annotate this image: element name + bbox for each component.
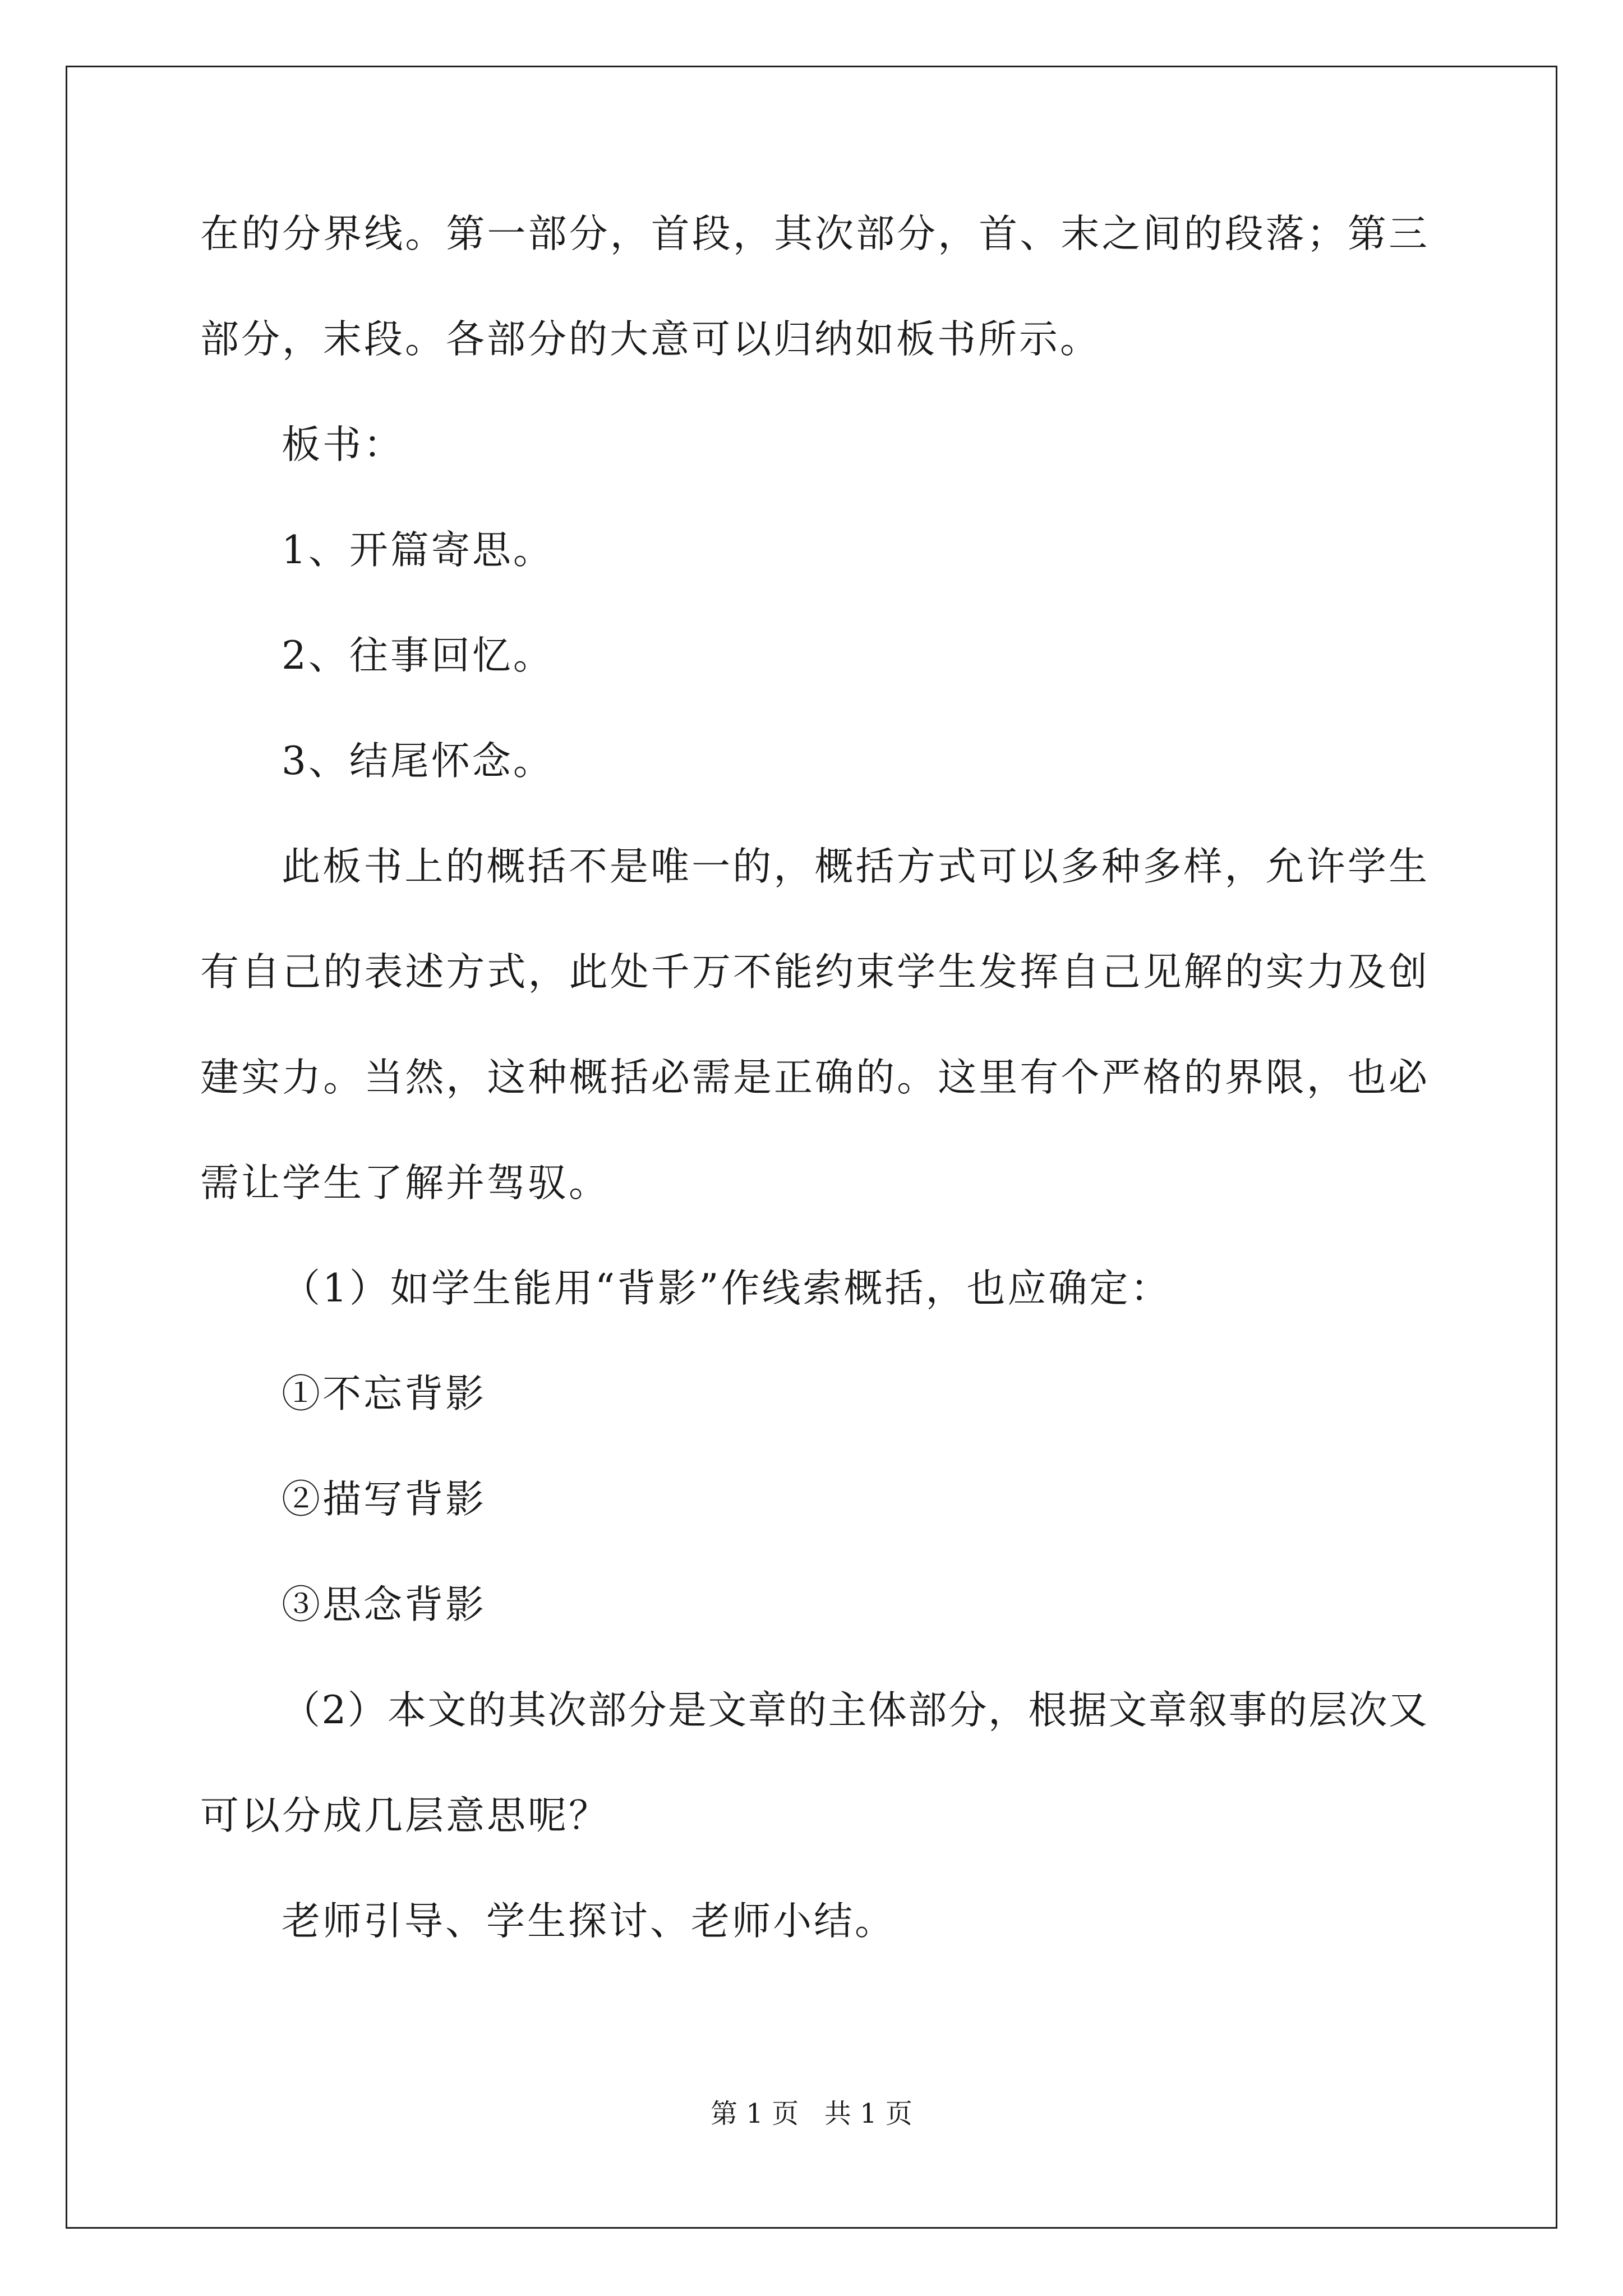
board-item-2: 2、往事回忆。 (282, 633, 554, 678)
paragraph-line: 需让学生了解并驾驭。 (200, 1161, 610, 1205)
board-heading: 板书： (282, 422, 404, 467)
paragraph-line: 部分，末段。各部分的大意可以归纳如板书所示。 (200, 317, 1101, 362)
question-1: （1）如学生能用“背影”作线索概括，也应确定： (282, 1266, 1172, 1311)
paragraph-line: 此板书上的概括不是唯一的，概括方式可以多种多样，允许学生 (282, 844, 1427, 889)
paragraph-line: 可以分成几层意思呢？ (200, 1793, 610, 1838)
board-item-3: 3、结尾怀念。 (282, 739, 554, 784)
question-2: （2）本文的其次部分是文章的主体部分，根据文章叙事的层次又 (282, 1688, 1427, 1733)
paragraph-line: 老师引导、学生探讨、老师小结。 (282, 1899, 896, 1944)
page-number: 第 1 页 共 1 页 (711, 2098, 912, 2129)
paragraph-line: 建实力。当然，这种概括必需是正确的。这里有个严格的界限，也必 (200, 1055, 1427, 1100)
paragraph-line: 有自己的表述方式，此处千万不能约束学生发挥自己见解的实力及创 (200, 950, 1427, 995)
list-item-1: ①不忘背影 (282, 1372, 486, 1416)
board-item-1: 1、开篇寄思。 (282, 528, 554, 573)
paragraph-line: 在的分界线。第一部分，首段，其次部分，首、末之间的段落；第三 (200, 211, 1427, 256)
list-item-2: ②描写背影 (282, 1477, 486, 1522)
list-item-3: ③思念背影 (282, 1582, 486, 1627)
